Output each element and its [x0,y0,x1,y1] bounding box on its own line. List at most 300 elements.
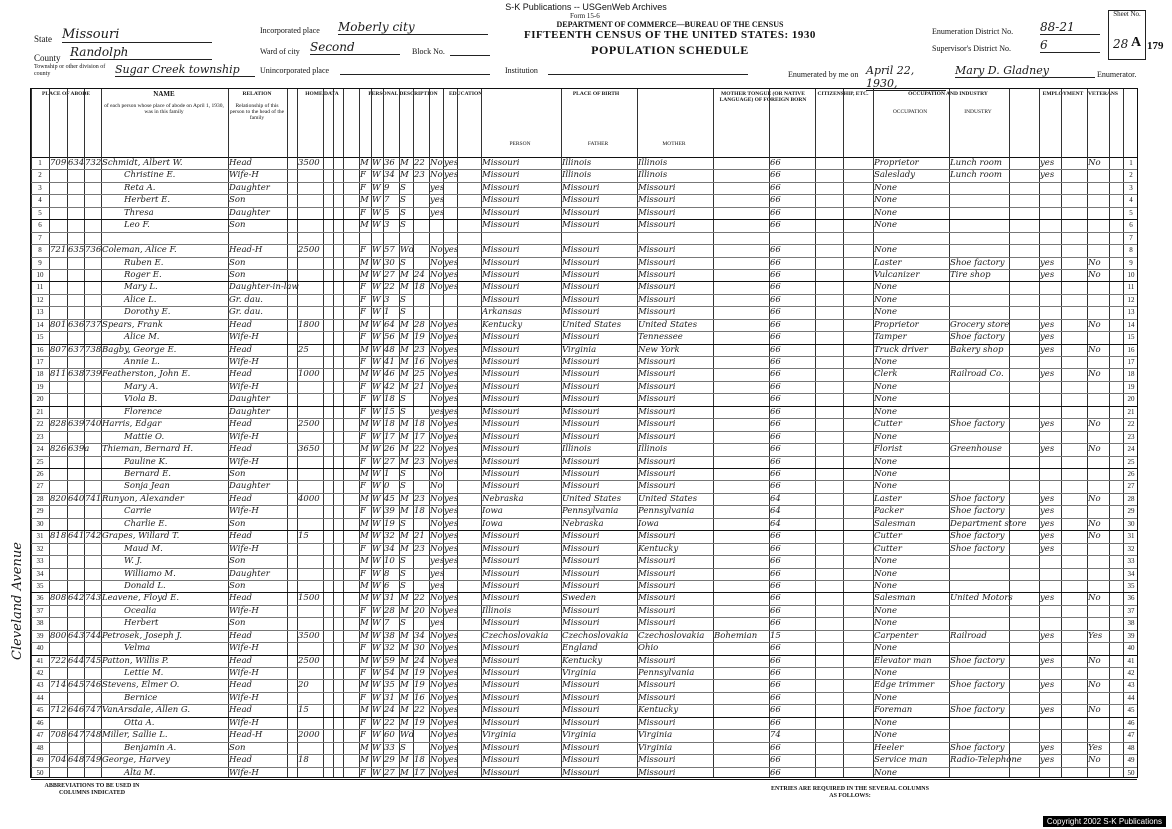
cell-name: VanArsdale, Allen G. [102,705,191,716]
cell-rel: Wife-H [229,357,259,368]
cell-race: W [372,680,381,691]
cell-age: 56 [384,332,395,343]
cell-mbp: Missouri [638,381,676,392]
cell-mbp: Missouri [638,195,676,206]
cell-school: No [430,767,443,778]
cell-sex: F [360,307,366,318]
cell-fbp: Missouri [562,692,600,703]
cell-fbp: Missouri [562,369,600,380]
cell-n: 27 [36,482,44,491]
cell-n2: 40 [1127,644,1135,653]
cell-n2: 41 [1127,656,1135,665]
cell-school: No [430,655,443,666]
page-number: 179 [1147,40,1164,52]
cell-occ: None [874,692,898,703]
cell-fbp: Missouri [562,580,600,591]
cell-c1: 66 [770,406,781,417]
cell-ma: 18 [414,419,425,430]
cell-read: yes [444,344,459,355]
cell-n2: 44 [1127,693,1135,702]
cell-read: yes [444,245,459,256]
cell-bp: Iowa [482,506,503,517]
cell-mbp: Ohio [638,643,659,654]
table-row [31,356,1137,368]
cell-age: 10 [384,556,395,567]
cell-school: No [430,456,443,467]
cell-sex: F [360,717,366,728]
cell-name: Carrie [124,506,152,517]
cell-fam: 634 [68,158,85,168]
group-veterans: VETERANS [1088,91,1118,97]
cell-n: 29 [36,507,44,516]
cell-vet: No [1088,419,1101,430]
cell-ms: M [400,630,409,641]
cell-read: yes [444,419,459,430]
cell-sex: M [360,493,369,504]
cell-fam: 637 [68,344,85,355]
census-header [0,0,1172,88]
cell-age: 1 [384,469,390,479]
cell-n2: 32 [1127,544,1135,553]
cell-ms: S [400,220,406,231]
cell-n: 10 [36,270,44,279]
uninc-place-label: Unincorporated place [260,66,330,75]
cell-school: No [430,381,443,392]
cell-ma: 28 [414,319,425,330]
cell-sex: M [360,556,369,567]
cell-read: yes [444,332,459,343]
cell-ms: M [400,381,409,392]
cell-fbp: Missouri [562,245,600,256]
block-label: Block No. [412,47,445,56]
cell-ms: M [400,543,409,554]
cell-n: 38 [36,619,44,628]
cell-bp: Missouri [482,692,520,703]
col-name-desc: of each person whose place of abode on April 1, 1930, was in this family [104,103,224,115]
cell-vet: No [1088,680,1101,691]
cell-sex: F [360,692,366,703]
cell-read: yes [444,506,459,517]
col-father: FATHER [587,141,609,147]
cell-age: 64 [384,319,395,330]
cell-read: yes [444,444,459,455]
cell-age: 22 [384,717,395,728]
cell-n2: 25 [1127,457,1135,466]
group-employment: EMPLOYMENT [1042,91,1084,97]
cell-ind: Shoe factory [950,493,1005,504]
cell-fbp: Missouri [562,717,600,728]
cell-occ: None [874,245,898,256]
cell-sex: F [360,282,366,293]
cell-rel: Head-H [229,730,263,741]
cell-val: 2500 [298,655,320,666]
cell-dw: 704 [50,755,67,766]
cell-mbp: Missouri [638,755,676,766]
table-row [31,679,1137,691]
cell-race: W [372,245,381,256]
cell-vet: No [1088,269,1101,280]
cell-rel: Head [229,319,252,330]
cell-sex: F [360,568,366,579]
cell-read: yes [444,531,459,542]
cell-n: 25 [36,457,44,466]
cell-read: yes [444,381,459,392]
cell-n2: 24 [1127,445,1135,454]
cell-age: 28 [384,605,395,616]
enumerator-name: Mary D. Gladney [955,64,1095,78]
cell-occ: Proprietor [874,158,919,168]
cell-mbp: Missouri [638,568,676,579]
cell-school: No [430,245,443,256]
cell-ma: 19 [414,680,425,691]
cell-age: 15 [384,406,395,417]
cell-bp: Missouri [482,531,520,542]
cell-mbp: Illinois [638,170,668,181]
cell-school: No [430,269,443,280]
cell-mbp: Missouri [638,394,676,405]
cell-emp: yes [1040,705,1055,716]
cell-c1: 66 [770,456,781,467]
cell-ind: Shoe factory [950,257,1005,268]
cell-n: 14 [36,320,44,329]
cell-c1: 66 [770,369,781,380]
table-row [31,505,1137,517]
cell-race: W [372,269,381,280]
cell-fbp: Virginia [562,344,597,355]
cell-n: 5 [38,208,42,217]
cell-race: W [372,158,381,168]
cell-occ: None [874,618,898,629]
cell-read: yes [444,406,459,417]
table-row [31,617,1137,629]
cell-c1: 66 [770,680,781,691]
cell-sex: M [360,618,369,629]
cell-n2: 31 [1127,532,1135,541]
cell-emp: yes [1040,493,1055,504]
cell-vet: No [1088,755,1101,766]
cell-school: No [430,506,443,517]
cell-rel: Head [229,419,252,430]
cell-ms: M [400,419,409,430]
cell-sex: M [360,680,369,691]
cell-ma: 25 [414,369,425,380]
cell-n2: 30 [1127,519,1135,528]
table-row [31,319,1137,331]
cell-n: 40 [36,644,44,653]
table-row [31,182,1137,194]
cell-fbp: Virginia [562,730,597,741]
cell-mbp: Missouri [638,369,676,380]
cell-ma: 19 [414,717,425,728]
cell-name: Mary A. [124,381,159,392]
institution-label: Institution [505,66,538,75]
cell-age: 48 [384,344,395,355]
cell-val: 25 [298,344,309,355]
cell-ma: 23 [414,344,425,355]
cell-val: 18 [298,755,309,766]
table-row [31,767,1137,779]
cell-bp: Missouri [482,742,520,753]
cell-name: Florence [124,406,163,417]
cell-age: 6 [384,580,390,591]
cell-mbp: Missouri [638,269,676,280]
cell-race: W [372,593,381,604]
cell-n: 15 [36,333,44,342]
sheet-side: A [1131,35,1142,50]
cell-fbp: Illinois [562,158,592,168]
cell-rel: Son [229,220,246,231]
cell-race: W [372,394,381,405]
cell-read: yes [444,717,459,728]
cell-race: W [372,182,381,193]
cell-mbp: Missouri [638,481,676,492]
cell-bp: Missouri [482,580,520,591]
cell-school: No [430,755,443,766]
table-row [31,406,1137,418]
cell-school: No [430,531,443,542]
cell-sex: F [360,506,366,517]
sheet-box [1108,10,1146,60]
cell-c1: 66 [770,319,781,330]
cell-mbp: Missouri [638,182,676,193]
cell-race: W [372,381,381,392]
cell-rel: Daughter [229,481,270,492]
cell-school: No [430,543,443,554]
cell-race: W [372,357,381,368]
table-row [31,568,1137,580]
cell-rel: Head [229,531,252,542]
cell-name: Reta A. [124,182,156,193]
cell-mbp: United States [638,319,698,330]
cell-ms: Wd [400,730,415,741]
cell-bp: Missouri [482,207,520,218]
cell-ma: 19 [414,668,425,679]
cell-race: W [372,556,381,567]
cell-rel: Son [229,518,246,529]
cell-sex: F [360,357,366,368]
cell-n: 13 [36,308,44,317]
cell-val: 1000 [298,369,320,380]
cell-bp: Missouri [482,182,520,193]
cell-n: 26 [36,470,44,478]
cell-read: yes [444,556,459,567]
cell-sex: F [360,481,366,492]
cell-bp: Missouri [482,245,520,256]
cell-age: 34 [384,543,395,554]
cell-dw: 721 [50,245,67,256]
cell-ms: M [400,158,409,168]
cell-c1: 66 [770,767,781,778]
table-row [31,543,1137,555]
cell-age: 27 [384,456,395,467]
cell-school: No [430,319,443,330]
cell-sex: M [360,319,369,330]
cell-rel: Daughter [229,406,270,417]
cell-age: 36 [384,158,395,168]
cell-c1: 66 [770,207,781,218]
cell-n2: 22 [1127,420,1135,429]
cell-ms: S [400,469,406,479]
cell-occ: None [874,605,898,616]
cell-school: No [430,369,443,380]
cell-bp: Missouri [482,481,520,492]
cell-name: Petrosek, Joseph J. [102,630,182,641]
cell-occ: Florist [874,444,903,455]
cell-name: Spears, Frank [102,319,163,330]
cell-n: 34 [36,569,44,578]
cell-school: No [430,431,443,442]
cell-mbp: New York [638,344,680,355]
cell-occ: None [874,717,898,728]
cell-race: W [372,568,381,579]
cell-rel: Daughter [229,394,270,405]
cell-ind: Shoe factory [950,419,1005,430]
group-occupation: OCCUPATION AND INDUSTRY [908,91,988,97]
cell-name: Charlie E. [124,518,168,529]
cell-bp: Missouri [482,456,520,467]
cell-read: yes [444,742,459,753]
cell-fbp: Missouri [562,680,600,691]
cell-occ: Proprietor [874,319,919,330]
cell-n2: 12 [1127,295,1135,304]
copyright-notice: Copyright 2002 S-K Publications [1043,816,1166,827]
cell-name: Thieman, Bernard H. [102,444,194,455]
cell-name: Bernard E. [124,469,171,479]
group-personal: PERSONAL DESCRIPTION [368,91,438,97]
cell-bp: Missouri [482,767,520,778]
cell-fbp: Missouri [562,531,600,542]
cell-name: Thresa [124,207,154,218]
cell-ma: 18 [414,282,425,293]
cell-occ: None [874,394,898,405]
cell-sex: F [360,332,366,343]
cell-fbp: Missouri [562,469,600,479]
cell-fbp: Missouri [562,618,600,629]
cell-read: yes [444,680,459,691]
cell-ma: 22 [414,444,425,455]
cell-n2: 23 [1127,432,1135,441]
cell-name: W. J. [124,556,143,567]
cell-read: yes [444,369,459,380]
cell-n: 50 [36,768,44,777]
cell-read: yes [444,767,459,778]
county-label: County [34,53,61,63]
cell-c1: 64 [770,506,781,517]
cell-sex: F [360,543,366,554]
cell-mbp: United States [638,493,698,504]
cell-c1: 66 [770,668,781,679]
cell-dw: 820 [50,493,67,504]
cell-ind: Shoe factory [950,506,1005,517]
cell-n: 18 [36,370,44,379]
cell-n2: 42 [1127,669,1135,678]
table-row [31,480,1137,492]
cell-age: 57 [384,245,395,256]
cell-name: Pauline K. [124,456,168,467]
cell-bp: Kentucky [482,319,523,330]
cell-ind: Lunch room [950,158,1002,168]
cell-occ: None [874,357,898,368]
cell-ma: 24 [414,269,425,280]
cell-vet: No [1088,705,1101,716]
cell-ms: M [400,605,409,616]
cell-school: No [430,493,443,504]
cell-read: yes [444,730,459,741]
cell-c1: 66 [770,431,781,442]
cell-fbp: Missouri [562,381,600,392]
cell-c1: 66 [770,245,781,256]
cell-age: 0 [384,481,390,492]
cell-fbp: Missouri [562,332,600,343]
table-row [31,306,1137,318]
cell-val: 20 [298,680,309,691]
cell-school: yes [430,182,445,193]
cell-race: W [372,444,381,455]
cell-ms: M [400,170,409,181]
cell-ma: 23 [414,493,425,504]
cell-read: yes [444,593,459,604]
cell-age: 27 [384,767,395,778]
cell-age: 1 [384,307,390,318]
table-row [31,630,1137,642]
cell-no: 744 [85,630,102,641]
cell-vet: Yes [1088,742,1103,753]
cell-ind: Shoe factory [950,543,1005,554]
cell-fbp: Missouri [562,406,600,417]
cell-rel: Head [229,655,252,666]
cell-read: yes [444,282,459,293]
cell-emp: yes [1040,680,1055,691]
cell-mbp: Tennessee [638,332,683,343]
cell-bp: Missouri [482,543,520,554]
cell-school: No [430,332,443,343]
cell-fbp: Kentucky [562,655,603,666]
entries-title: ENTRIES ARE REQUIRED IN THE SEVERAL COLUMNS AS FOLLOWS: [771,786,929,799]
cell-occ: Heeler [874,742,904,753]
table-row [31,717,1137,729]
cell-race: W [372,282,381,293]
cell-mbp: Missouri [638,282,676,293]
cell-dw: 714 [50,680,67,691]
cell-mbp: Iowa [638,518,659,529]
cell-age: 46 [384,369,395,380]
cell-n: 32 [36,544,44,553]
cell-mbp: Missouri [638,406,676,417]
table-row [31,207,1137,219]
cell-sex: M [360,580,369,591]
cell-name: Leo F. [124,220,150,231]
cell-dw: 800 [50,630,67,641]
cell-ind: Bakery shop [950,344,1004,355]
cell-rel: Son [229,618,246,629]
cell-dw: 712 [50,705,67,716]
cell-occ: Laster [874,257,902,268]
cell-mbp: Missouri [638,556,676,567]
cell-n2: 3 [1129,183,1133,192]
cell-n: 31 [36,532,44,541]
cell-n: 4 [38,196,42,205]
cell-name: Herbert E. [124,195,171,206]
cell-c1: 66 [770,605,781,616]
cell-age: 54 [384,668,395,679]
cell-n: 44 [36,693,44,702]
cell-c1: 66 [770,357,781,368]
cell-occ: Cutter [874,531,902,542]
cell-bp: Czechoslovakia [482,630,549,641]
cell-school: No [430,158,443,168]
cell-vet: No [1088,518,1101,529]
cell-age: 22 [384,282,395,293]
